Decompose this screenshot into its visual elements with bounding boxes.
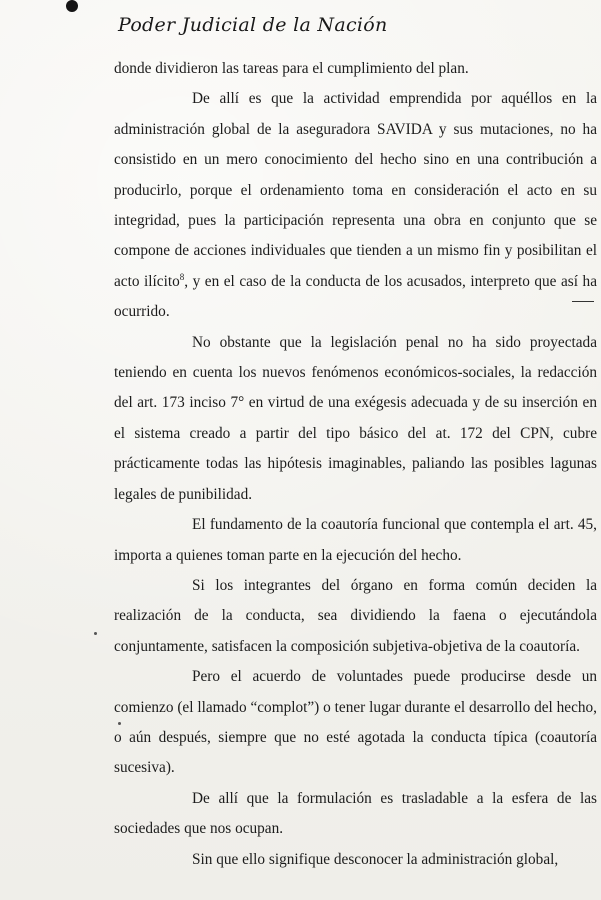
paragraph-4: El fundamento de la coautoría funcional que contempla el art. 45, importa a quienes toman parte en la ejecución del hecho. — [114, 516, 597, 564]
footnote-ref: 8 — [179, 271, 185, 282]
document-body — [114, 54, 597, 875]
paragraph-6: Pero el acuerdo de voluntades puede producirse desde un comienzo (el llamado “complot”) o tener lugar durante el desarrollo del hecho, o aún después, siempre que no esté agotada la conducta típica (coautoría sucesiva). — [114, 668, 597, 777]
paragraph-2 — [114, 84, 597, 327]
paragraph-5: Si los integrantes del órgano en forma común deciden la realización de la conducta, sea dividiendo la faena o ejecutándola conjuntamente, satisfacen la composición subjetiva-objetiva de la coautoría. — [114, 576, 597, 655]
paragraph-7: De allí que la formulación es trasladable a la esfera de las sociedades que nos ocupan. — [114, 789, 597, 838]
paragraph-3: No obstante que la legislación penal no ha sido proyectada teniendo en cuenta los nuevos fenómenos económicos-sociales, la redacción del art. 173 inciso 7° en virtud de una exégesis adecuada y de su inserción en el sistema creado a partir del tipo básico del at. 172 del CPN, cubre prácticamente todas las hipótesis imaginables, paliando las posibles lagunas legales de punibilidad. — [114, 333, 597, 503]
paragraph-8: Sin que ello signifique desconocer la administración global, — [192, 850, 559, 868]
paragraph-1: donde dividieron las tareas para el cumplimiento del plan. — [114, 60, 469, 77]
binder-hole — [66, 0, 78, 12]
page-header-title: Poder Judicial de la Nación — [118, 14, 388, 36]
paragraph-2-text-end: , y en el caso de la conducta de los acusados, interpreto que así ha ocurrido. — [114, 272, 597, 321]
scan-speck — [94, 632, 97, 635]
paragraph-2-text: De allí es que la actividad emprendida por aquéllos en la administración global de la aseguradora SAVIDA y sus mutaciones, no ha consistido en un mero conocimiento del hecho sino en una contribución a producirlo, porque el ordenamiento toma en consideración el acto en su integridad, pues la participación representa una obra en conjunto que se compone de acciones individuales que tienden a un mismo fin y posibilitan el acto ilícito — [114, 90, 597, 290]
